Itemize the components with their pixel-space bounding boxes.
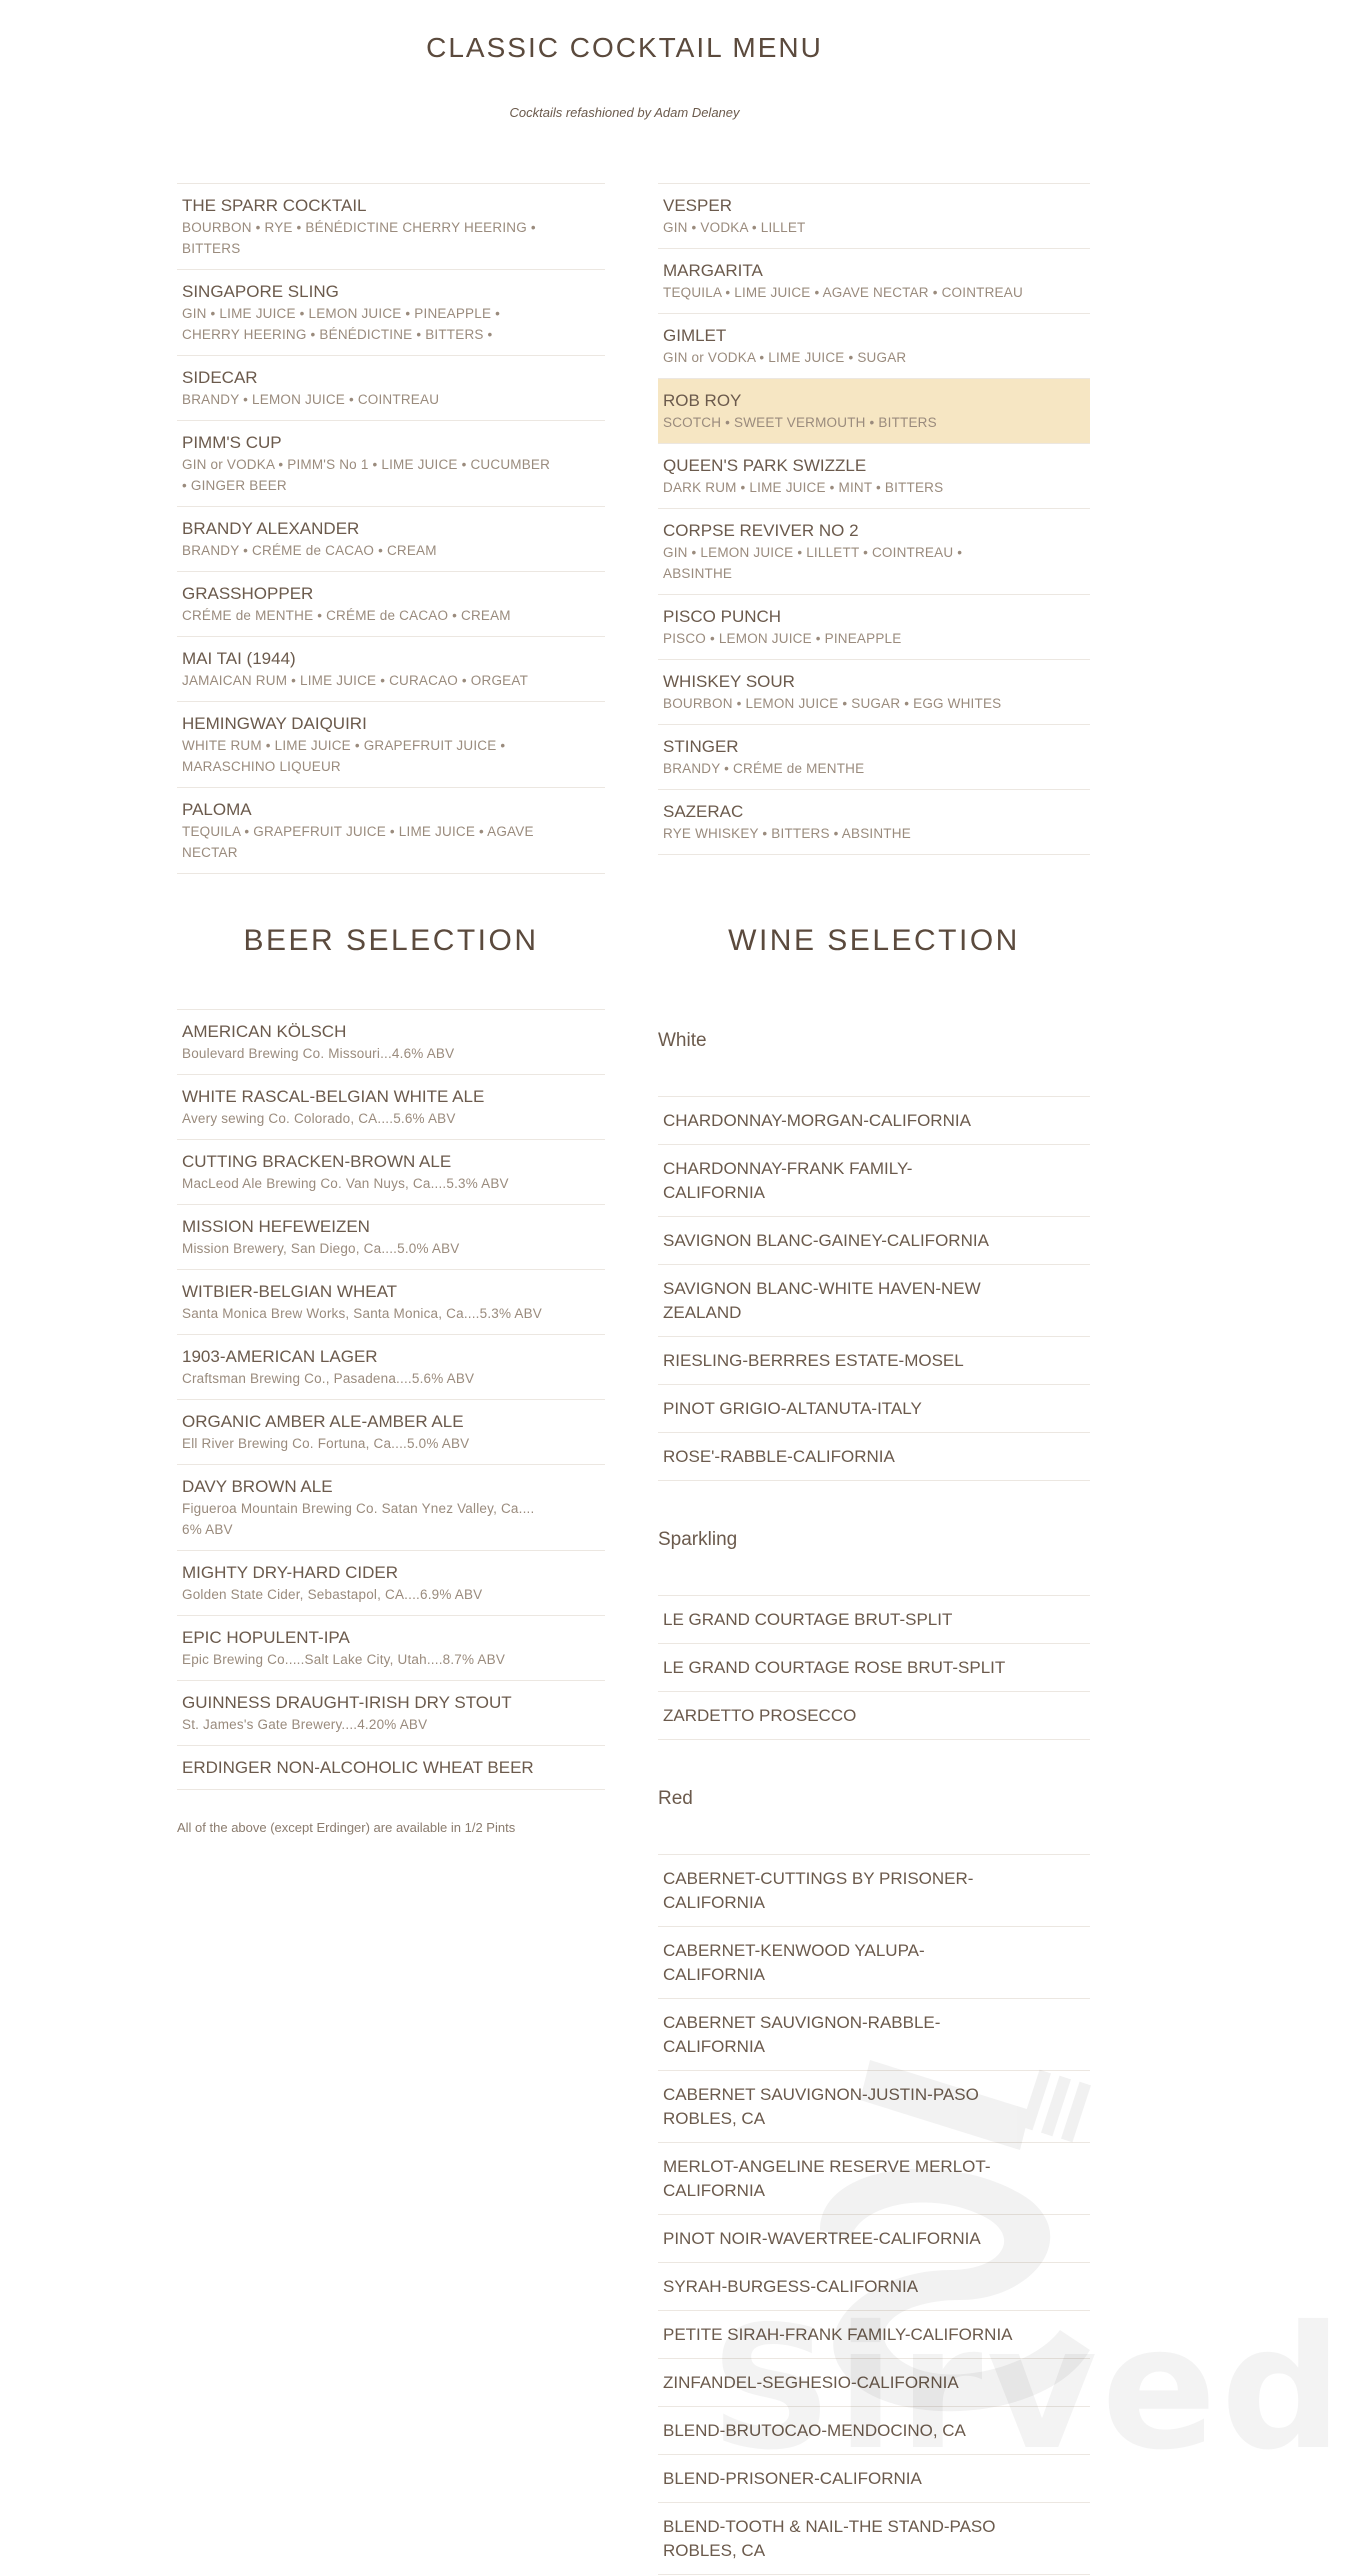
beer-name: DAVY BROWN ALE xyxy=(182,1477,333,1496)
wine-name: CABERNET SAUVIGNON-RABBLE-CALIFORNIA xyxy=(663,2013,941,2056)
wine-name: ROSE'-RABBLE-CALIFORNIA xyxy=(663,1447,895,1466)
wine-name: LE GRAND COURTAGE ROSE BRUT-SPLIT xyxy=(663,1658,1006,1677)
wine-item xyxy=(658,1692,1090,1740)
cocktail-ingredients: CRÉME de MENTHE • CRÉME de CACAO • CREAM xyxy=(182,608,511,623)
cocktail-item xyxy=(177,572,605,637)
cocktail-name: QUEEN'S PARK SWIZZLE xyxy=(663,456,867,475)
cocktail-ingredients: GIN or VODKA • LIME JUICE • SUGAR xyxy=(663,350,907,365)
cocktail-name: HEMINGWAY DAIQUIRI xyxy=(182,714,367,733)
wine-name: CHARDONNAY-MORGAN-CALIFORNIA xyxy=(663,1111,971,1130)
wine-item xyxy=(658,1145,1090,1217)
cocktail-ingredients: GIN or VODKA • PIMM'S No 1 • LIME JUICE • CUCUMBER • GINGER BEER xyxy=(182,457,551,493)
beer-name: AMERICAN KÖLSCH xyxy=(182,1022,347,1041)
wine-name: SYRAH-BURGESS-CALIFORNIA xyxy=(663,2277,919,2296)
wine-name: BLEND-TOOTH & NAIL-THE STAND-PASO ROBLES, CA xyxy=(663,2517,996,2560)
wine-section-title: WINE SELECTION xyxy=(728,924,1020,957)
beer-details: Epic Brewing Co.....Salt Lake City, Utah....8.7% ABV xyxy=(182,1652,506,1667)
wine-name: CABERNET-KENWOOD YALUPA-CALIFORNIA xyxy=(663,1941,925,1984)
cocktail-ingredients: BRANDY • CRÉME de CACAO • CREAM xyxy=(182,543,437,558)
cocktail-item xyxy=(177,184,605,270)
wine-item xyxy=(658,1433,1090,1481)
cocktail-ingredients: GIN • LEMON JUICE • LILLETT • COINTREAU • ABSINTHE xyxy=(663,545,963,581)
beer-item xyxy=(177,1681,605,1746)
beer-details: Golden State Cider, Sebastapol, CA....6.9% ABV xyxy=(182,1587,483,1602)
cocktail-item xyxy=(658,249,1090,314)
cocktail-ingredients: GIN • LIME JUICE • LEMON JUICE • PINEAPPLE • CHERRY HEERING • BÉNÉDICTINE • BITTERS • xyxy=(182,306,501,342)
wine-item xyxy=(658,2143,1090,2215)
wine-item xyxy=(658,2503,1090,2575)
cocktail-item xyxy=(658,314,1090,379)
beer-items xyxy=(177,1009,605,1790)
cocktail-list-right xyxy=(658,183,1090,855)
cocktail-name: WHISKEY SOUR xyxy=(663,672,795,691)
wine-group-red: Red xyxy=(658,1788,693,1809)
cocktail-item xyxy=(177,270,605,356)
wine-name: PETITE SIRAH-FRANK FAMILY-CALIFORNIA xyxy=(663,2325,1013,2344)
wine-name: CHARDONNAY-FRANK FAMILY-CALIFORNIA xyxy=(663,1159,913,1202)
wine-item xyxy=(658,1217,1090,1265)
cocktail-name: SINGAPORE SLING xyxy=(182,282,339,301)
wine-name: PINOT GRIGIO-ALTANUTA-ITALY xyxy=(663,1399,922,1418)
beer-details: Ell River Brewing Co. Fortuna, Ca....5.0% ABV xyxy=(182,1436,470,1451)
cocktail-name: GIMLET xyxy=(663,326,727,345)
wine-name: RIESLING-BERRRES ESTATE-MOSEL xyxy=(663,1351,964,1370)
wine-name: CABERNET-CUTTINGS BY PRISONER-CALIFORNIA xyxy=(663,1869,974,1912)
beer-details: Craftsman Brewing Co., Pasadena....5.6% ABV xyxy=(182,1371,475,1386)
beer-item xyxy=(177,1465,605,1551)
wine-name: CABERNET SAUVIGNON-JUSTIN-PASO ROBLES, CA xyxy=(663,2085,979,2128)
wine-name: BLEND-BRUTOCAO-MENDOCINO, CA xyxy=(663,2421,966,2440)
cocktail-list xyxy=(658,183,1090,855)
wine-name: MERLOT-ANGELINE RESERVE MERLOT-CALIFORNIA xyxy=(663,2157,991,2200)
cocktail-item xyxy=(177,788,605,874)
beer-details: St. James's Gate Brewery....4.20% ABV xyxy=(182,1717,428,1732)
wine-name: SAVIGNON BLANC-GAINEY-CALIFORNIA xyxy=(663,1231,989,1250)
beer-note: All of the above (except Erdinger) are available in 1/2 Pints xyxy=(177,1820,516,1835)
cocktail-item xyxy=(658,725,1090,790)
beer-section-title: BEER SELECTION xyxy=(243,924,539,957)
cocktail-ingredients: DARK RUM • LIME JUICE • MINT • BITTERS xyxy=(663,480,944,495)
page-title: CLASSIC COCKTAIL MENU xyxy=(426,32,823,63)
cocktail-item xyxy=(177,637,605,702)
cocktail-name: THE SPARR COCKTAIL xyxy=(182,196,367,215)
cocktail-name: MARGARITA xyxy=(663,261,763,280)
beer-name: ORGANIC AMBER ALE-AMBER ALE xyxy=(182,1412,464,1431)
beer-item xyxy=(177,1270,605,1335)
wine-name: BLEND-PRISONER-CALIFORNIA xyxy=(663,2469,922,2488)
cocktail-ingredients: TEQUILA • GRAPEFRUIT JUICE • LIME JUICE • AGAVE NECTAR xyxy=(182,824,534,860)
cocktail-ingredients: GIN • VODKA • LILLET xyxy=(663,220,806,235)
wine-group-white: White xyxy=(658,1030,707,1051)
beer-item xyxy=(177,1616,605,1681)
beer-item xyxy=(177,1335,605,1400)
cocktail-item xyxy=(658,790,1090,855)
wine-item xyxy=(658,1337,1090,1385)
cocktail-item-highlighted xyxy=(658,379,1090,444)
wine-name: PINOT NOIR-WAVERTREE-CALIFORNIA xyxy=(663,2229,981,2248)
cocktail-list xyxy=(177,183,605,874)
wine-item xyxy=(658,1999,1090,2071)
beer-name: MISSION HEFEWEIZEN xyxy=(182,1217,370,1236)
cocktail-name: PISCO PUNCH xyxy=(663,607,782,626)
cocktail-ingredients: BOURBON • LEMON JUICE • SUGAR • EGG WHITES xyxy=(663,696,1002,711)
cocktail-ingredients: SCOTCH • SWEET VERMOUTH • BITTERS xyxy=(663,415,937,430)
beer-details: Figueroa Mountain Brewing Co. Satan Ynez Valley, Ca.... 6% ABV xyxy=(182,1501,535,1537)
beer-name: MIGHTY DRY-HARD CIDER xyxy=(182,1563,398,1582)
beer-name: GUINNESS DRAUGHT-IRISH DRY STOUT xyxy=(182,1693,512,1712)
beer-item xyxy=(177,1746,605,1790)
beer-item xyxy=(177,1010,605,1075)
cocktail-ingredients: BOURBON • RYE • BÉNÉDICTINE CHERRY HEERING • BITTERS xyxy=(182,220,536,256)
beer-name: ERDINGER NON-ALCOHOLIC WHEAT BEER xyxy=(182,1758,534,1777)
wine-item xyxy=(658,1596,1090,1644)
cocktail-name: VESPER xyxy=(663,196,732,215)
beer-name: WITBIER-BELGIAN WHEAT xyxy=(182,1282,398,1301)
beer-details: Boulevard Brewing Co. Missouri...4.6% ABV xyxy=(182,1046,455,1061)
cocktail-name: BRANDY ALEXANDER xyxy=(182,519,360,538)
beer-item xyxy=(177,1075,605,1140)
cocktail-item xyxy=(177,507,605,572)
wine-white-items xyxy=(658,1096,1090,1481)
wine-sparkling-items xyxy=(658,1595,1090,1740)
beer-name: WHITE RASCAL-BELGIAN WHITE ALE xyxy=(182,1087,485,1106)
cocktail-ingredients: BRANDY • LEMON JUICE • COINTREAU xyxy=(182,392,440,407)
beer-name: CUTTING BRACKEN-BROWN ALE xyxy=(182,1152,452,1171)
wine-name: ZARDETTO PROSECCO xyxy=(663,1706,857,1725)
cocktail-name: SAZERAC xyxy=(663,802,744,821)
cocktail-ingredients: PISCO • LEMON JUICE • PINEAPPLE xyxy=(663,631,902,646)
cocktail-ingredients: TEQUILA • LIME JUICE • AGAVE NECTAR • COINTREAU xyxy=(663,285,1023,300)
cocktail-ingredients: JAMAICAN RUM • LIME JUICE • CURACAO • ORGEAT xyxy=(182,673,529,688)
page-subtitle: Cocktails refashioned by Adam Delaney xyxy=(509,105,740,120)
cocktail-item xyxy=(658,509,1090,595)
cocktail-item xyxy=(177,702,605,788)
beer-item xyxy=(177,1140,605,1205)
cocktail-ingredients: BRANDY • CRÉME de MENTHE xyxy=(663,761,865,776)
wine-item xyxy=(658,1644,1090,1692)
cocktail-name: PALOMA xyxy=(182,800,252,819)
cocktail-name: SIDECAR xyxy=(182,368,258,387)
cocktail-item xyxy=(177,356,605,421)
cocktail-list-left xyxy=(177,183,605,874)
beer-details: MacLeod Ale Brewing Co. Van Nuys, Ca....5.3% ABV xyxy=(182,1176,509,1191)
cocktail-name: PIMM'S CUP xyxy=(182,433,282,452)
wine-item xyxy=(658,1855,1090,1927)
beer-name: EPIC HOPULENT-IPA xyxy=(182,1628,350,1647)
beer-details: Avery sewing Co. Colorado, CA....5.6% ABV xyxy=(182,1111,456,1126)
cocktail-item xyxy=(658,184,1090,249)
beer-item xyxy=(177,1205,605,1270)
beer-details: Santa Monica Brew Works, Santa Monica, Ca....5.3% ABV xyxy=(182,1306,543,1321)
wine-name: SAVIGNON BLANC-WHITE HAVEN-NEW ZEALAND xyxy=(663,1279,981,1322)
beer-item xyxy=(177,1551,605,1616)
cocktail-item xyxy=(658,444,1090,509)
watermark-text xyxy=(710,2290,1346,2488)
wine-name: LE GRAND COURTAGE BRUT-SPLIT xyxy=(663,1610,953,1629)
wine-name: ZINFANDEL-SEGHESIO-CALIFORNIA xyxy=(663,2373,959,2392)
wine-item xyxy=(658,2071,1090,2143)
cocktail-name: MAI TAI (1944) xyxy=(182,649,296,668)
wine-item xyxy=(658,1265,1090,1337)
wine-group-sparkling: Sparkling xyxy=(658,1529,738,1550)
cocktail-item xyxy=(658,595,1090,660)
cocktail-ingredients: WHITE RUM • LIME JUICE • GRAPEFRUIT JUICE • MARASCHINO LIQUEUR xyxy=(182,738,506,774)
cocktail-item xyxy=(658,660,1090,725)
beer-details: Mission Brewery, San Diego, Ca....5.0% ABV xyxy=(182,1241,460,1256)
wine-item xyxy=(658,2215,1090,2263)
cocktail-name: ROB ROY xyxy=(663,391,742,410)
beer-list xyxy=(177,1009,605,1790)
cocktail-name: STINGER xyxy=(663,737,739,756)
cocktail-name: CORPSE REVIVER NO 2 xyxy=(663,521,859,540)
beer-item xyxy=(177,1400,605,1465)
cocktail-name: GRASSHOPPER xyxy=(182,584,314,603)
wine-item xyxy=(658,1927,1090,1999)
wine-item xyxy=(658,1385,1090,1433)
wine-item xyxy=(658,1097,1090,1145)
cocktail-ingredients: RYE WHISKEY • BITTERS • ABSINTHE xyxy=(663,826,911,841)
beer-name: 1903-AMERICAN LAGER xyxy=(182,1347,378,1366)
cocktail-item xyxy=(177,421,605,507)
